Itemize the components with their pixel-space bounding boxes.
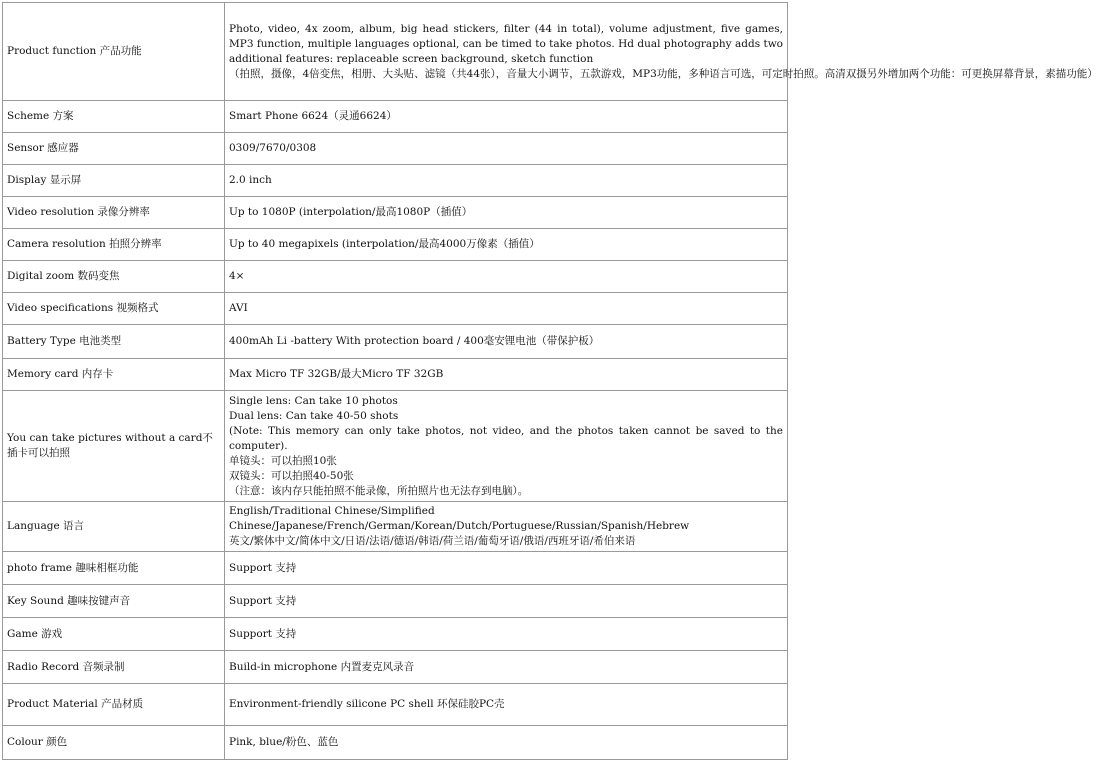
spec-label: Camera resolution 拍照分辨率 xyxy=(3,229,225,261)
spec-value-line: Support 支持 xyxy=(229,627,297,640)
spec-value-line: Environment-friendly silicone PC shell 环保硅胶PC壳 xyxy=(229,698,505,710)
spec-row xyxy=(3,261,788,293)
spec-label: Language 语言 xyxy=(3,502,225,552)
spec-value xyxy=(225,229,788,261)
spec-value-line: Smart Phone 6624（灵通6624） xyxy=(229,110,397,122)
spec-row xyxy=(3,684,788,726)
spec-row xyxy=(3,293,788,325)
spec-table xyxy=(2,2,1098,760)
spec-row xyxy=(3,552,788,585)
spec-value-line: 英文/繁体中文/简体中文/日语/法语/德语/韩语/荷兰语/葡萄牙语/俄语/西班牙语/希伯来语 xyxy=(229,535,636,547)
spec-value xyxy=(225,3,1098,101)
spec-label: Memory card 内存卡 xyxy=(3,359,225,391)
spec-label: Video resolution 录像分辨率 xyxy=(3,197,225,229)
spec-row xyxy=(3,197,788,229)
spec-label: photo frame 趣味相框功能 xyxy=(3,552,225,585)
spec-value-line: 双镜头：可以拍照40-50张 xyxy=(229,469,354,482)
spec-value xyxy=(225,197,788,229)
spec-value-line: Photo, video, 4x zoom, album, big head stickers, filter (44 in total), volume adjustment, five games, MP3 function, multiple languages optional, can be timed to take photos. Hd dual photography adds two additional features: replaceable screen background, sketch function xyxy=(229,22,783,65)
spec-value xyxy=(225,261,788,293)
spec-value xyxy=(225,502,788,552)
spec-value-line: Support 支持 xyxy=(229,561,297,574)
spec-row xyxy=(3,3,788,101)
spec-label: Scheme 方案 xyxy=(3,101,225,133)
spec-value-line: Dual lens: Can take 40-50 shots xyxy=(229,409,399,422)
spec-value xyxy=(225,359,788,391)
spec-label: Video specifications 视频格式 xyxy=(3,293,225,325)
spec-value xyxy=(225,325,788,359)
spec-row xyxy=(3,101,788,133)
spec-value-line: 单镜头：可以拍照10张 xyxy=(229,454,337,467)
spec-value xyxy=(225,618,788,651)
spec-value-line: （拍照，摄像，4倍变焦，相册、大头贴、滤镜（共44张），音量大小调节，五款游戏，MP3功能，多种语言可选，可定时拍照。高清双摄另外增加两个功能：可更换屏幕背景，素描功能） xyxy=(229,67,1098,80)
spec-value-line: AVI xyxy=(229,302,248,314)
spec-value-line: Pink, blue/粉色、蓝色 xyxy=(229,736,339,748)
spec-value xyxy=(225,133,788,165)
spec-value-line: 0309/7670/0308 xyxy=(229,142,317,154)
spec-label: Key Sound 趣味按键声音 xyxy=(3,585,225,618)
spec-label: Colour 颜色 xyxy=(3,726,225,760)
spec-value-line: （注意：该内存只能拍照不能录像，所拍照片也无法存到电脑）。 xyxy=(229,484,529,497)
spec-value-line: Up to 40 megapixels (interpolation/最高4000万像素（插值） xyxy=(229,238,540,250)
spec-row xyxy=(3,726,788,760)
spec-value-line: Support 支持 xyxy=(229,594,297,607)
spec-row xyxy=(3,391,788,502)
spec-label: Battery Type 电池类型 xyxy=(3,325,225,359)
spec-value-line: Single lens: Can take 10 photos xyxy=(229,394,398,407)
spec-label: You can take pictures without a card不插卡可以拍照 xyxy=(3,391,225,502)
spec-value-line: Chinese/Japanese/French/German/Korean/Dutch/Portuguese/Russian/Spanish/Hebrew xyxy=(229,520,690,532)
spec-value xyxy=(225,552,788,585)
spec-value xyxy=(225,293,788,325)
spec-value-line: 400mAh Li -battery With protection board / 400毫安锂电池（带保护板） xyxy=(229,335,600,347)
spec-label: Radio Record 音频录制 xyxy=(3,651,225,684)
spec-value xyxy=(225,101,788,133)
spec-label: Product Material 产品材质 xyxy=(3,684,225,726)
spec-row xyxy=(3,502,788,552)
spec-value xyxy=(225,165,788,197)
spec-value-line: (Note: This memory can only take photos, not video, and the photos taken cannot be saved to the computer). xyxy=(229,424,783,452)
spec-label: Digital zoom 数码变焦 xyxy=(3,261,225,293)
spec-value-line: Up to 1080P (interpolation/最高1080P（插值） xyxy=(229,206,473,218)
spec-row xyxy=(3,651,788,684)
spec-value xyxy=(225,726,788,760)
spec-value-line: Max Micro TF 32GB/最大Micro TF 32GB xyxy=(229,368,444,380)
spec-value xyxy=(225,684,788,726)
spec-value-line: English/Traditional Chinese/Simplified xyxy=(229,505,435,517)
spec-row xyxy=(3,359,788,391)
spec-value xyxy=(225,391,788,502)
spec-row xyxy=(3,618,788,651)
spec-row xyxy=(3,165,788,197)
spec-row xyxy=(3,133,788,165)
spec-value-line: 4× xyxy=(229,270,245,282)
spec-label: Game 游戏 xyxy=(3,618,225,651)
spec-row xyxy=(3,325,788,359)
spec-table-body xyxy=(3,3,1098,760)
spec-label: Display 显示屏 xyxy=(3,165,225,197)
spec-value xyxy=(225,585,788,618)
spec-value-line: 2.0 inch xyxy=(229,174,272,186)
spec-value xyxy=(225,651,788,684)
spec-label: Product function 产品功能 xyxy=(3,3,225,101)
spec-value-line: Build-in microphone 内置麦克风录音 xyxy=(229,660,415,673)
spec-row xyxy=(3,585,788,618)
spec-row xyxy=(3,229,788,261)
spec-label: Sensor 感应器 xyxy=(3,133,225,165)
